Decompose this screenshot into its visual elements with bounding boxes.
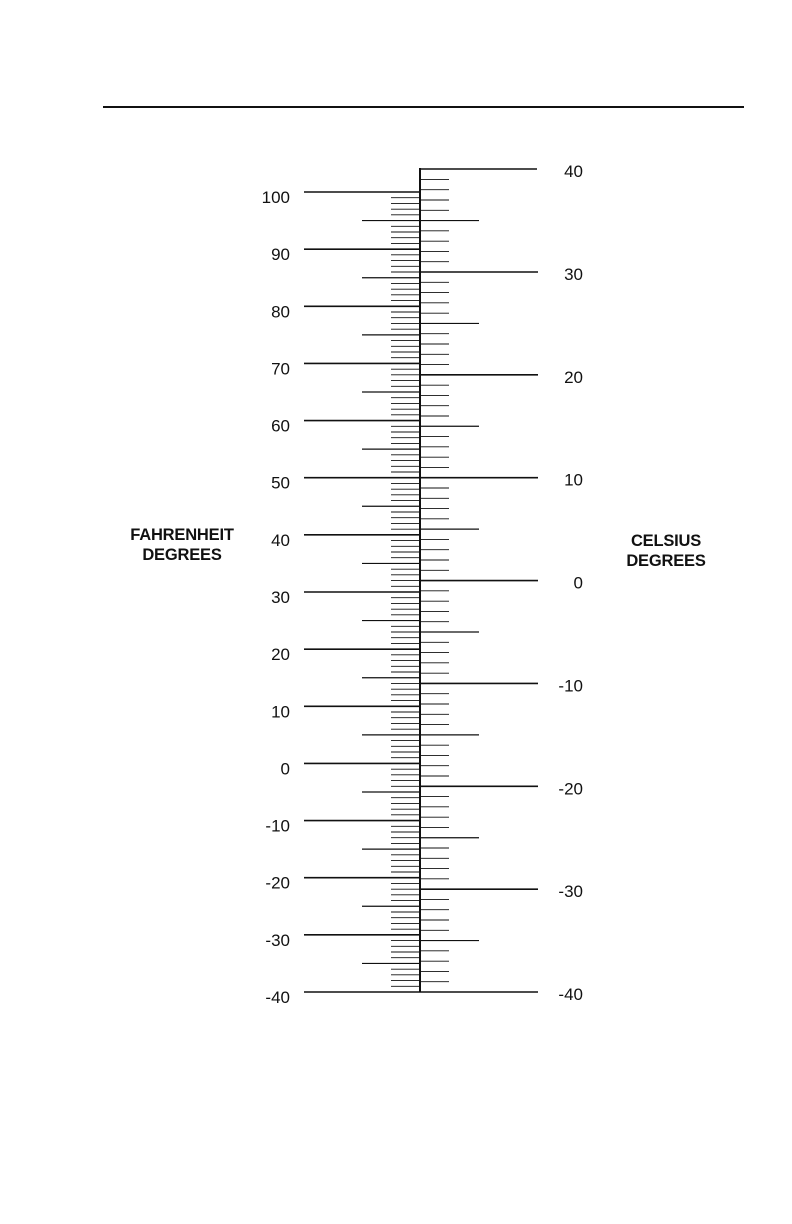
celsius-tick-label: 20 (564, 367, 583, 387)
fahrenheit-tick-label: 50 (271, 473, 290, 493)
celsius-tick-label: 30 (564, 265, 583, 284)
fahrenheit-title-line2: DEGREES (142, 546, 222, 564)
fahrenheit-tick-label: -40 (265, 988, 290, 1007)
celsius-tick-label: -30 (558, 882, 583, 902)
celsius-tick-label: -20 (558, 779, 583, 799)
fahrenheit-tick-label: 30 (271, 588, 290, 607)
fahrenheit-tick-label: -10 (265, 816, 290, 836)
fahrenheit-ticks (304, 192, 420, 992)
fahrenheit-tick-label: -20 (265, 873, 290, 893)
fahrenheit-title-line1: FAHRENHEIT (130, 526, 234, 544)
celsius-tick-label: 40 (564, 162, 583, 182)
fahrenheit-tick-label: 100 (261, 188, 290, 207)
fahrenheit-tick-labels (262, 188, 290, 1007)
fahrenheit-tick-label: 40 (271, 530, 290, 550)
fahrenheit-tick-label: 70 (271, 359, 290, 379)
celsius-title-line1: CELSIUS (630, 532, 702, 550)
fahrenheit-tick-label: 80 (271, 302, 290, 322)
fahrenheit-tick-label: -30 (265, 930, 290, 950)
fahrenheit-tick-label: 60 (271, 416, 290, 436)
fahrenheit-tick-label: 20 (271, 645, 290, 665)
celsius-tick-label: 0 (573, 573, 583, 593)
celsius-ticks (420, 179, 538, 992)
fahrenheit-tick-label: 0 (280, 759, 290, 779)
celsius-tick-label: -10 (558, 676, 583, 696)
celsius-tick-label: -40 (558, 985, 583, 1004)
celsius-tick-label: 10 (564, 470, 583, 490)
fahrenheit-tick-label: 90 (271, 245, 290, 265)
celsius-tick-labels (558, 162, 583, 1004)
fahrenheit-tick-label: 10 (271, 702, 290, 722)
celsius-title-line2: DEGREES (626, 552, 706, 570)
